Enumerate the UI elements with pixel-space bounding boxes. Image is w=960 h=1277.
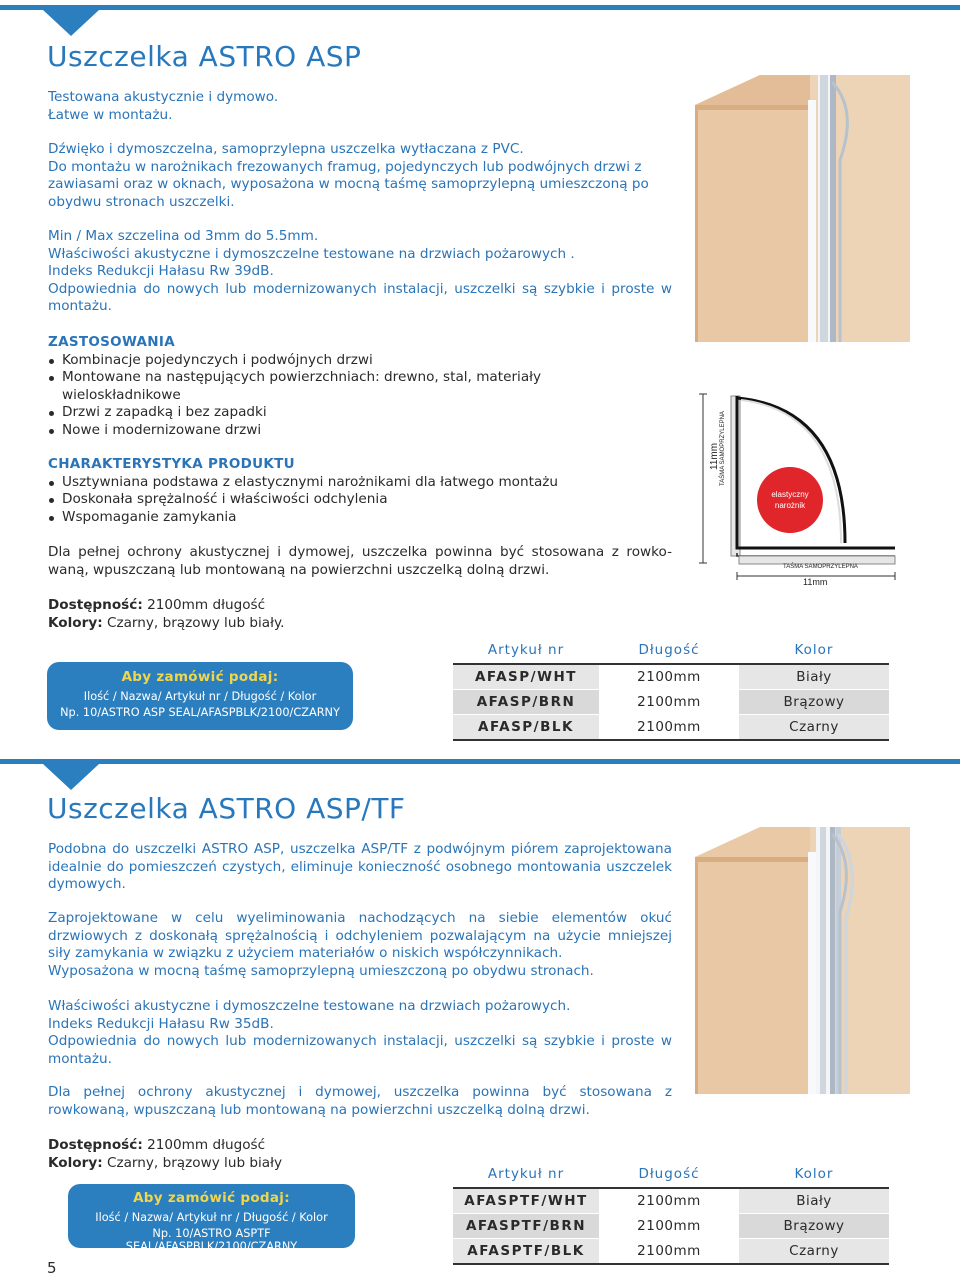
table-cell: AFASP/BLK [453, 715, 599, 741]
colors-value: Czarny, brązowy lub biały [102, 1154, 283, 1171]
availability-label: Dostępność: [48, 1137, 143, 1153]
list-item: Nowe i modernizowane drzwi [48, 422, 588, 440]
table-cell: Brązowy [739, 690, 889, 715]
section-divider [0, 759, 960, 764]
list-item: Kombinacje pojedynczych i podwójnych drzwi [48, 352, 588, 370]
order-format: Ilość / Nazwa/ Artykuł nr / Długość / Kolor [95, 1211, 328, 1224]
table-row [453, 1214, 889, 1239]
list-item: Montowane na następujących powierzchniach: drewno, stal, materiały wieloskładnikowe [48, 369, 588, 404]
list-item: Drzwi z zapadką i bez zapadki [48, 404, 588, 422]
table-cell: Czarny [739, 1239, 889, 1265]
table-cell: AFASP/WHT [453, 664, 599, 690]
order-heading: Aby zamówić podaj: [133, 1190, 290, 1206]
page-number: 5 [47, 1259, 57, 1277]
section2-protection-note: Dla pełnej ochrony akustycznej i dymowej, uszczelka powinna być stosowana z rowkowaną, wpuszczaną lub montowaną na powierzchni uszczelką dolną drzwi. [48, 1084, 672, 1118]
table-row [453, 1188, 889, 1214]
list-item: Wspomaganie zamykania [48, 509, 672, 527]
list-item: Doskonała sprężalność i właściwości odchylenia [48, 491, 672, 509]
spec-line: Indeks Redukcji Hałasu Rw 35dB. [48, 1015, 274, 1032]
order-example: Np. 10/ASTRO ASPTF SEAL/AFASPBLK/2100/CZARNY [125, 1227, 298, 1253]
table-cell: 2100mm [599, 664, 739, 690]
table-cell: 2100mm [599, 1188, 739, 1214]
spec-line: Odpowiednia do nowych lub modernizowanych instalacji, uszczelki są szybkie i proste w montażu. [48, 280, 672, 315]
paragraph-line: Wyposażona w mocną taśmę samoprzylepną umieszczoną po obydwu stronach. [48, 962, 594, 979]
table-row [453, 1239, 889, 1265]
section2-specs [48, 998, 672, 1068]
section1-description [48, 141, 672, 211]
availability-label: Dostępność: [48, 597, 143, 613]
order-info-box [68, 1184, 355, 1253]
section2-title: Uszczelka ASTRO ASP/TF [47, 792, 406, 825]
column-header: Artykuł nr [487, 641, 565, 658]
spec-line: Właściwości akustyczne i dymoszczelne testowane na drzwiach pożarowych . [48, 245, 575, 262]
spec-line: Min / Max szczelina od 3mm do 5.5mm. [48, 228, 319, 244]
table-cell: 2100mm [599, 1239, 739, 1265]
article-table [453, 636, 889, 741]
spec-line: Indeks Redukcji Hałasu Rw 39dB. [48, 263, 274, 280]
availability-value: 2100mm długość [142, 1137, 266, 1153]
applications-block [48, 334, 672, 440]
availability-value: 2100mm długość [142, 597, 266, 613]
table-row [453, 664, 889, 690]
paragraph-line: Zaprojektowane w celu wyeliminowania nachodzących na siebie elementów okuć drzwiowych z doskonałą sprężalnością i odchyleniem pozwalającym na użycie mniejszej siły zamykania w związku z użyciem materiałów o niskich współczynnikach. [48, 910, 672, 962]
table-cell: AFASPTF/BRN [453, 1214, 599, 1239]
dimension-label-vertical: 11mm [709, 442, 720, 470]
desc-line: Do montażu w narożnikach frezowanych framug, pojedynczych lub podwójnych drzwi z zawiasami oraz w oknach, wyposażona w mocną taśmę samoprzylepną umieszczoną po obydwu stronach uszczelki. [48, 158, 649, 210]
section1-title: Uszczelka ASTRO ASP [47, 40, 362, 73]
order-heading: Aby zamówić podaj: [121, 669, 279, 685]
corner-label: elastyczny [771, 490, 809, 499]
section-marker [43, 10, 99, 36]
order-format: Ilość / Nazwa/ Artykuł nr / Długość / Kolor [83, 690, 317, 703]
article-table [453, 1160, 889, 1265]
table-cell: 2100mm [599, 690, 739, 715]
colors-label: Kolory: [48, 614, 103, 631]
section2-paragraph [48, 910, 672, 980]
dimension-label-horizontal: 11mm [803, 577, 828, 587]
column-header: Długość [638, 1165, 700, 1182]
colors-value: Czarny, brązowy lub biały. [102, 614, 285, 631]
list-item: Usztywniana podstawa z elastycznymi narożnikami dla łatwego montażu [48, 474, 672, 492]
features-heading: CHARAKTERYSTYKA PRODUKTU [48, 456, 295, 472]
table-row [453, 690, 889, 715]
table-cell: Biały [739, 1188, 889, 1214]
tape-label-vertical: TAŚMA SAMOPRZYLEPNA [720, 411, 726, 486]
column-header: Artykuł nr [487, 1165, 565, 1182]
table-cell: AFASPTF/BLK [453, 1239, 599, 1265]
table-row [453, 715, 889, 741]
column-header: Kolor [794, 641, 834, 658]
table-cell: 2100mm [599, 1214, 739, 1239]
intro-line: Łatwe w montażu. [48, 106, 173, 123]
applications-heading: ZASTOSOWANIA [48, 334, 175, 350]
order-example: Np. 10/ASTRO ASP SEAL/AFASPBLK/2100/CZARNY [60, 706, 340, 719]
section1-intro [48, 89, 672, 124]
table-cell: 2100mm [599, 715, 739, 741]
seal-profile-diagram [695, 378, 910, 588]
order-info-box [47, 662, 353, 730]
features-block [48, 456, 672, 526]
colors-label: Kolory: [48, 1154, 103, 1171]
protection-note: Dla pełnej ochrony akustycznej i dymowej, uszczelka powinna być stosowana z rowko-waną, wpuszczaną lub montowaną na powierzchni uszczelką dolną drzwi. [48, 544, 672, 578]
section-marker [43, 764, 99, 790]
table-cell: Czarny [739, 715, 889, 741]
availability-block [48, 597, 672, 632]
intro-line: Testowana akustycznie i dymowo. [48, 89, 279, 105]
column-header: Kolor [794, 1165, 834, 1182]
door-seal-illustration [690, 822, 910, 1094]
door-seal-illustration [690, 70, 910, 342]
column-header: Długość [638, 641, 700, 658]
section2-paragraph: Podobna do uszczelki ASTRO ASP, uszczelka ASP/TF z podwójnym piórem zaprojektowana idealnie do pomieszczeń czystych, eliminuje konieczność osobnego montowania uszczelek dymowych. [48, 841, 672, 893]
desc-line: Dźwięko i dymoszczelna, samoprzylepna uszczelka wytłaczana z PVC. [48, 141, 524, 157]
table-cell: AFASP/BRN [453, 690, 599, 715]
spec-line: Właściwości akustyczne i dymoszczelne testowane na drzwiach pożarowych. [48, 998, 571, 1014]
section-divider [0, 5, 960, 10]
spec-line: Odpowiednia do nowych lub modernizowanych instalacji, uszczelki są szybkie i proste w montażu. [48, 1033, 672, 1067]
corner-label: narożnik [774, 501, 806, 510]
tape-label-horizontal: TAŚMA SAMOPRZYLEPNA [783, 564, 858, 570]
table-cell: Brązowy [739, 1214, 889, 1239]
table-cell: Biały [739, 664, 889, 690]
section1-specs [48, 228, 672, 316]
table-cell: AFASPTF/WHT [453, 1188, 599, 1214]
